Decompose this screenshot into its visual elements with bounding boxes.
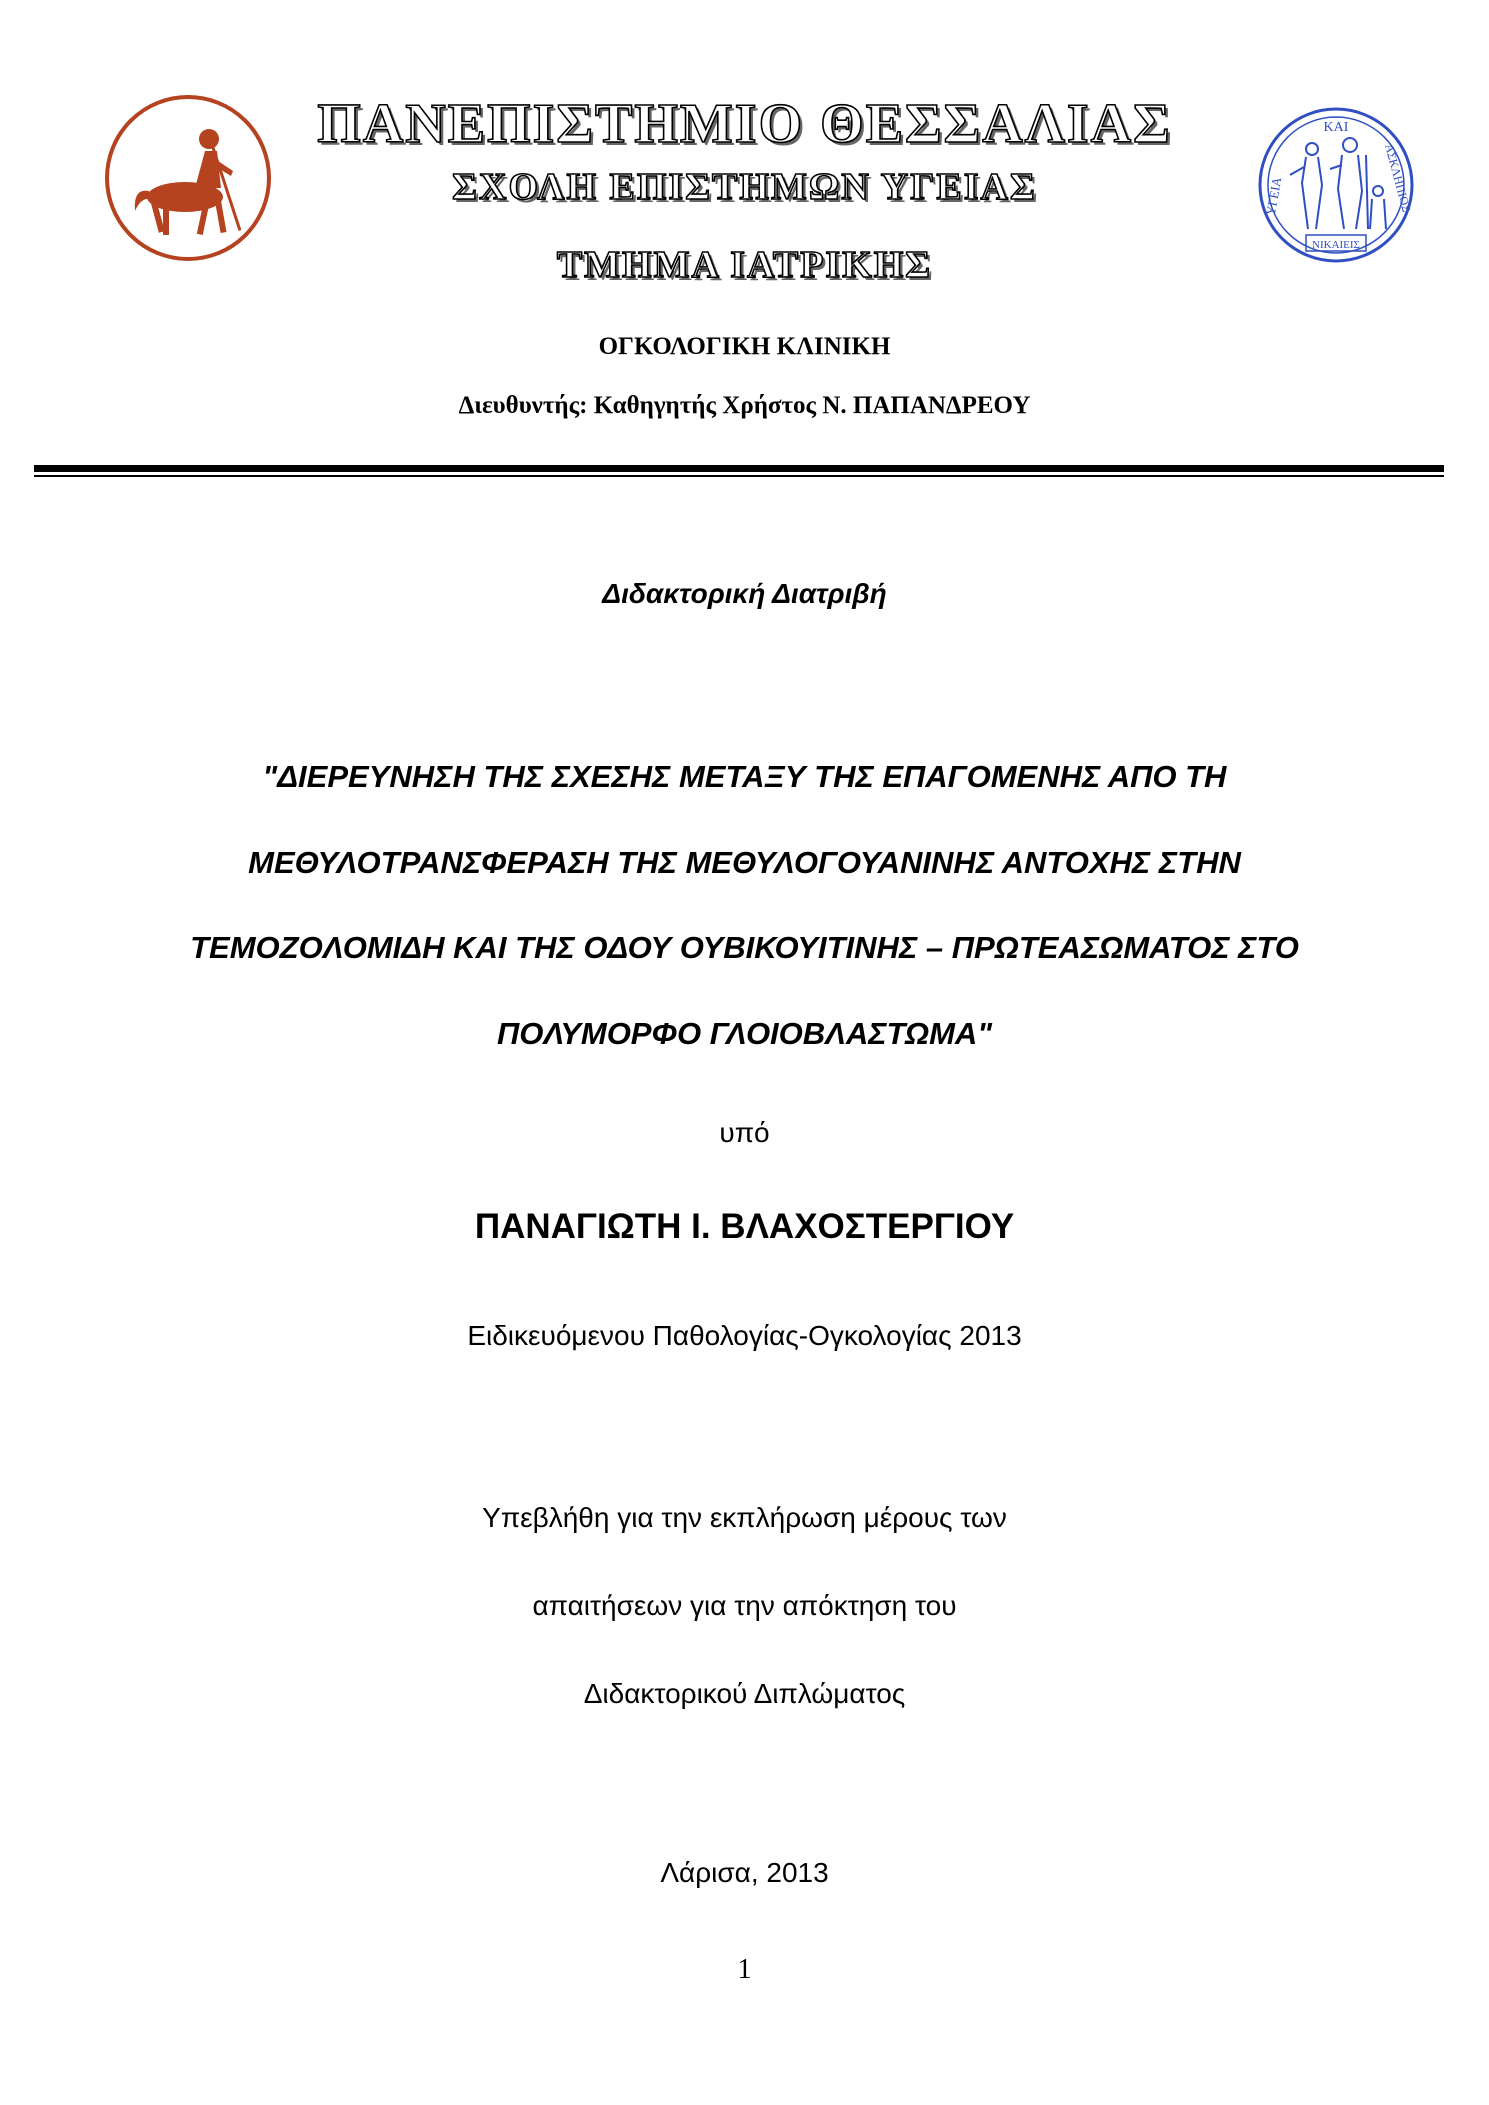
header-divider [34,465,1444,472]
director-line: Διευθυντής: Καθηγητής Χρήστος Ν. ΠΑΠΑΝΔΡΕΟΥ [458,392,1031,419]
seal-text-bottom: ΝΙΚΑΙΕΙΣ [1312,239,1360,251]
thesis-title-line: ΤΕΜΟΖΟΛΟΜΙΔΗ ΚΑΙ ΤΗΣ ΟΔΟΥ ΟΥΒΙΚΟΥΙΤΙΝΗΣ – ΠΡΩΤΕΑΣΩΜΑΤΟΣ ΣΤΟ [190,930,1299,965]
thesis-title-line: "ΔΙΕΡΕΥΝΗΣΗ ΤΗΣ ΣΧΕΣΗΣ ΜΕΤΑΞΥ ΤΗΣ ΕΠΑΓΟΜΕΝΗΣ ΑΠΟ ΤΗ [262,759,1227,794]
school-name: ΣΧΟΛΗ ΕΠΙΣΤΗΜΩΝ ΥΓΕΙΑΣ [452,166,1037,208]
department-name: ΤΜΗΜΑ ΙΑΤΡΙΚΗΣ [556,244,933,286]
seal-text-left: ΥΓΕΙΑ [1262,175,1285,217]
clinic-name: ΟΓΚΟΛΟΓΙΚΗ ΚΛΙΝΙΚΗ [598,333,891,360]
place-date: Λάρισα, 2013 [660,1857,829,1888]
university-name: ΠΑΝΕΠΙΣΤΗΜΙΟ ΘΕΣΣΑΛΙΑΣ [317,93,1172,155]
header-divider-thin [34,475,1444,477]
seal-text-right: ΑΣΚΛΗΠΙΟΣ [1382,142,1414,214]
document-type: Διδακτορική Διατριβή [602,578,887,609]
submission-line: απαιτήσεων για την απόκτηση του [532,1590,957,1621]
seal-text-top: ΚΑΙ [1323,120,1349,135]
page-number: 1 [737,1954,752,1985]
thesis-title-line: ΜΕΘΥΛΟΤΡΑΝΣΦΕΡΑΣΗ ΤΗΣ ΜΕΘΥΛΟΓΟΥΑΝΙΝΗΣ ΑΝΤΟΧΗΣ ΣΤΗΝ [248,845,1241,880]
author-specialty: Ειδικευόμενου Παθολογίας-Ογκολογίας 2013 [467,1320,1022,1351]
by-label: υπό [719,1117,770,1148]
submission-line: Διδακτορικού Διπλώματος [583,1678,906,1709]
author-name: ΠΑΝΑΓΙΩΤΗ Ι. ΒΛΑΧΟΣΤΕΡΓΙΟΥ [474,1207,1015,1246]
submission-line: Υπεβλήθη για την εκπλήρωση μέρους των [482,1502,1007,1533]
thesis-title-line: ΠΟΛΥΜΟΡΦΟ ΓΛΟΙΟΒΛΑΣΤΩΜΑ" [496,1016,993,1051]
